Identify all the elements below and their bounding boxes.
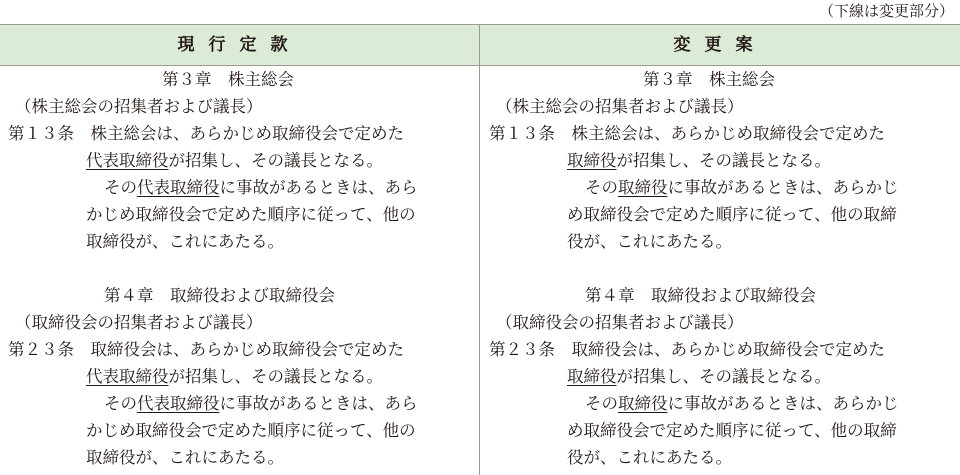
article23-line — [0, 363, 478, 390]
proposed-column — [481, 66, 960, 471]
article13-caption: （株主総会の招集者および議長） — [15, 97, 263, 116]
header-proposed: 変更案 — [480, 25, 960, 66]
article23-line — [481, 363, 960, 390]
article-text: が招集し、その議長となる。 — [616, 367, 831, 386]
article13-line — [0, 147, 478, 174]
article-text: その — [104, 178, 137, 197]
article-text: が招集し、その議長となる。 — [616, 151, 831, 170]
article13-line: 第１３条 株主総会は、あらかじめ取締役会で定めた — [8, 124, 404, 143]
article13-line — [481, 147, 960, 174]
spacer — [0, 255, 478, 282]
article-text: その — [585, 394, 618, 413]
article-text: その — [104, 394, 137, 413]
changed-text: 取締役 — [567, 151, 617, 170]
article13-line: め取締役会で定めた順序に従って、他の取締 — [567, 205, 897, 224]
header-current: 現行定款 — [0, 25, 479, 66]
article13-line: 役が、これにあたる。 — [567, 232, 732, 251]
article-text: に事故があるときは、あら — [219, 394, 418, 413]
changed-text: 取締役 — [618, 394, 668, 413]
article-text: その — [585, 178, 618, 197]
article23-line — [0, 390, 478, 417]
article23-caption: （取締役会の招集者および議長） — [496, 313, 744, 332]
article13-line: 取締役が、これにあたる。 — [86, 232, 284, 251]
article-text: に事故があるときは、あら — [219, 178, 418, 197]
changed-text: 代表取締役 — [137, 178, 220, 197]
spacer — [481, 255, 960, 282]
changed-text: 取締役 — [618, 178, 668, 197]
article23-line: 第２３条 取締役会は、あらかじめ取締役会で定めた — [8, 340, 404, 359]
article-text: が招集し、その議長となる。 — [168, 367, 383, 386]
article13-line — [0, 174, 478, 201]
changed-text: 取締役 — [567, 367, 617, 386]
article23-line: 役が、これにあたる。 — [567, 448, 732, 467]
changed-text: 代表取締役 — [137, 394, 220, 413]
comparison-table — [0, 24, 960, 475]
article13-line: かじめ取締役会で定めた順序に従って、他の — [86, 205, 416, 224]
changed-text: 代表取締役 — [86, 367, 169, 386]
article23-line — [481, 390, 960, 417]
change-note: （下線は変更部分） — [818, 2, 954, 20]
chapter3-title: 第３章 株主総会 — [643, 70, 775, 89]
article13-line: 第１３条 株主総会は、あらかじめ取締役会で定めた — [489, 124, 885, 143]
article23-line: かじめ取締役会で定めた順序に従って、他の — [86, 421, 416, 440]
article23-line: 取締役が、これにあたる。 — [86, 448, 284, 467]
current-column — [0, 66, 478, 471]
chapter4-title: 第４章 取締役および取締役会 — [104, 286, 335, 305]
changed-text: 代表取締役 — [86, 151, 169, 170]
article-text: に事故があるときは、あらかじ — [667, 394, 899, 413]
article13-line — [481, 174, 960, 201]
chapter4-title: 第４章 取締役および取締役会 — [585, 286, 816, 305]
chapter3-title: 第３章 株主総会 — [162, 70, 294, 89]
article-text: に事故があるときは、あらかじ — [667, 178, 899, 197]
article23-line: め取締役会で定めた順序に従って、他の取締 — [567, 421, 897, 440]
column-divider — [479, 25, 480, 475]
article23-line: 第２３条 取締役会は、あらかじめ取締役会で定めた — [489, 340, 885, 359]
article-text: が招集し、その議長となる。 — [168, 151, 383, 170]
article23-caption: （取締役会の招集者および議長） — [15, 313, 263, 332]
article13-caption: （株主総会の招集者および議長） — [496, 97, 744, 116]
